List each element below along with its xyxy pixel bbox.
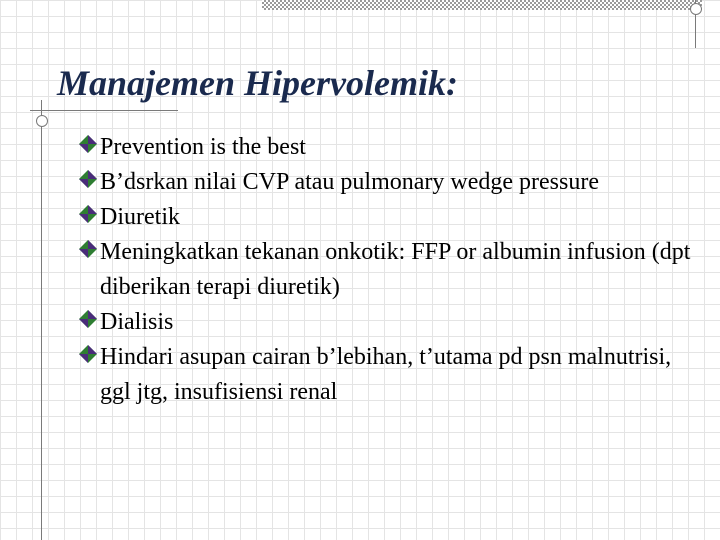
slide-title: Manajemen Hipervolemik: <box>57 63 458 103</box>
bullet-text: B’dsrkan nilai CVP atau pulmonary wedge pressure <box>100 169 599 195</box>
bullet-text: Diuretik <box>100 204 180 230</box>
title-underline <box>30 110 178 111</box>
left-vertical-line <box>41 100 42 540</box>
bullet-item <box>78 200 698 235</box>
bullet-text: Prevention is the best <box>100 134 306 160</box>
bullet-text: Meningkatkan tekanan onkotik: FFP or albumin infusion (dpt diberikan terapi diuretik) <box>100 239 691 300</box>
diamond-bullet-icon <box>78 309 98 329</box>
bullet-item <box>78 130 698 165</box>
diamond-bullet-icon <box>78 344 98 364</box>
bullet-item <box>78 305 698 340</box>
diamond-bullet-icon <box>78 134 98 154</box>
bullet-item <box>78 235 698 305</box>
bullet-text: Dialisis <box>100 309 174 335</box>
bullet-item <box>78 340 698 410</box>
bullet-list <box>78 130 698 410</box>
corner-circle-ornament <box>690 3 702 15</box>
diamond-bullet-icon <box>78 169 98 189</box>
bullet-item <box>78 165 698 200</box>
diamond-bullet-icon <box>78 239 98 259</box>
bullet-text: Hindari asupan cairan b’lebihan, t’utama pd psn malnutrisi, ggl jtg, insufisiensi renal <box>100 344 672 405</box>
diamond-bullet-icon <box>78 204 98 224</box>
corner-checker-pattern <box>262 0 702 10</box>
left-circle-ornament <box>36 115 48 127</box>
